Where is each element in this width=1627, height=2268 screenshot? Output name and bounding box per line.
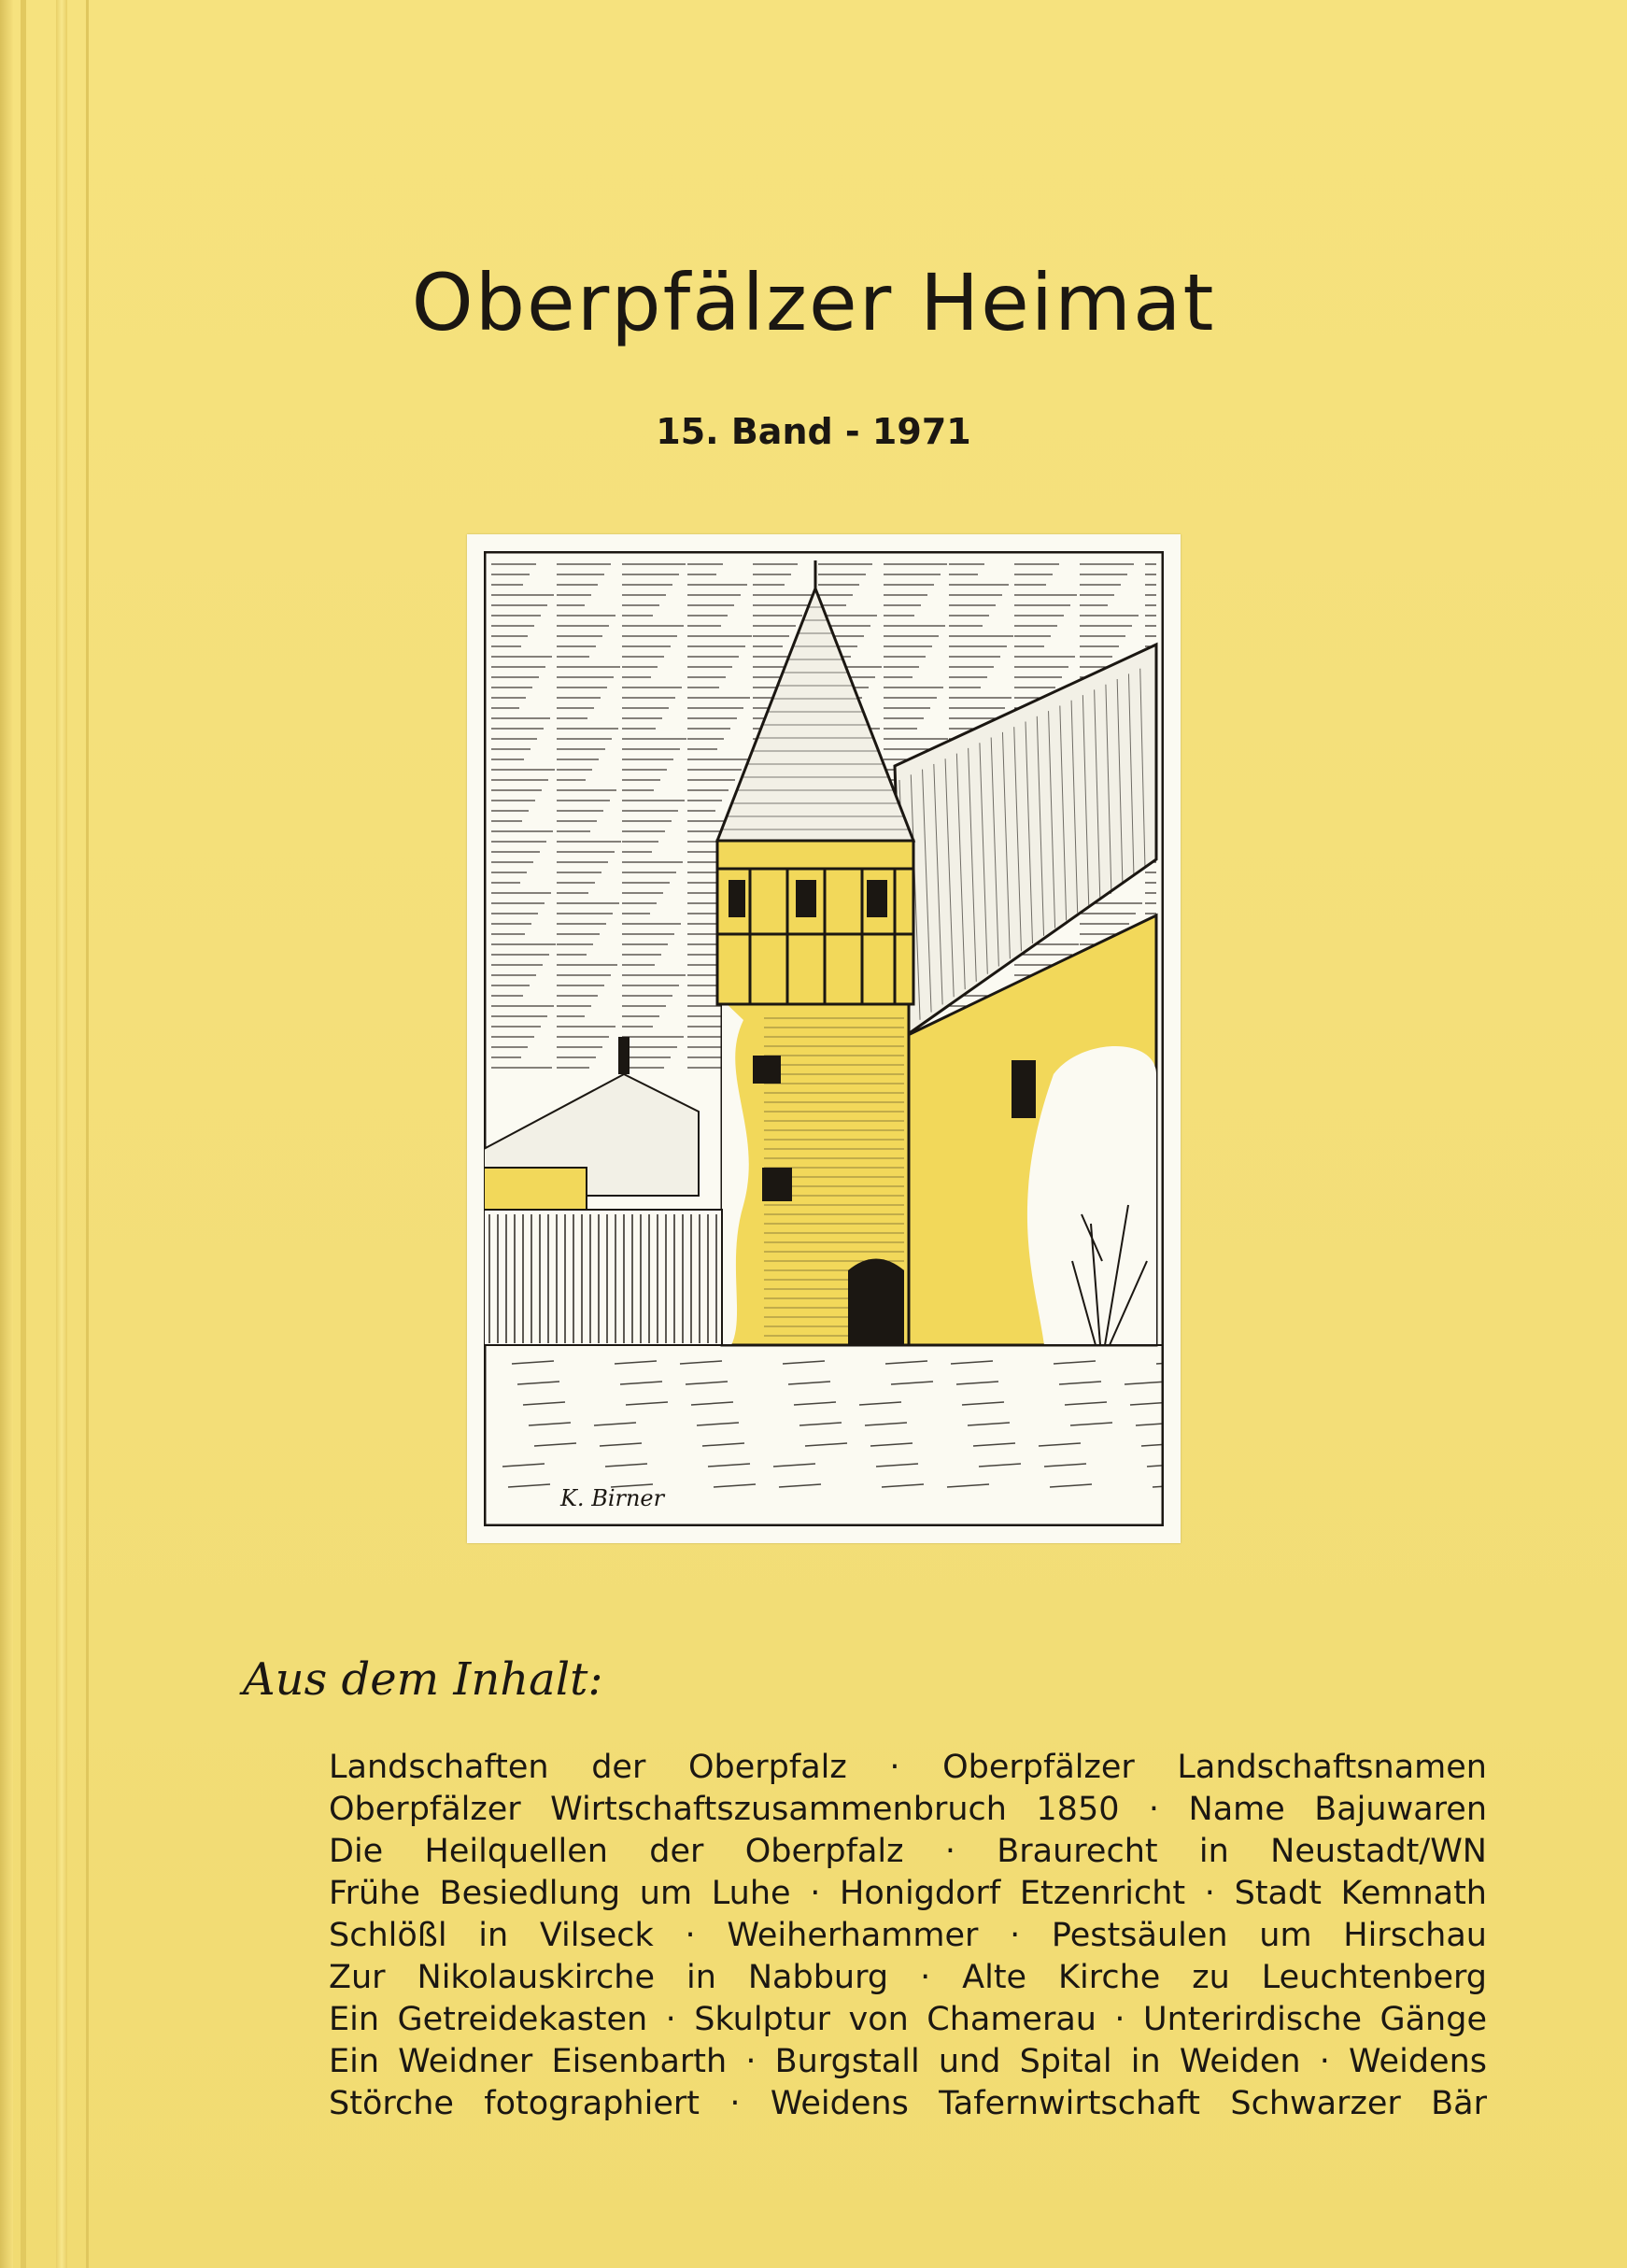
- tower-illustration: [484, 551, 1164, 1526]
- toc-line: Oberpfälzer Wirtschaftszusammenbruch 1850 · Name Bajuwaren: [329, 1791, 1487, 1828]
- toc-line: Schlößl in Vilseck · Weiherhammer · Pestsäulen um Hirschau: [329, 1917, 1487, 1954]
- toc-line: Frühe Besiedlung um Luhe · Honigdorf Etzenricht · Stadt Kemnath: [329, 1875, 1487, 1912]
- toc-list: [329, 1747, 1487, 2125]
- illustration-signature: K. Birner: [560, 1485, 665, 1511]
- toc-line: Ein Getreidekasten · Skulptur von Chamerau · Unterirdische Gänge: [329, 2001, 1487, 2038]
- toc-heading: Aus dem Inhalt:: [243, 1653, 603, 1706]
- toc-line: Die Heilquellen der Oberpfalz · Braurecht in Neustadt/WN: [329, 1833, 1487, 1870]
- toc-line: Landschaften der Oberpfalz · Oberpfälzer Landschaftsnamen: [329, 1749, 1487, 1786]
- cover-subtitle: 15. Band - 1971: [656, 411, 971, 452]
- cover-title: Oberpfälzer Heimat: [411, 257, 1216, 348]
- toc-line: Störche fotographiert · Weidens Tafernwirtschaft Schwarzer Bär: [329, 2085, 1487, 2122]
- illustration-plate: [467, 534, 1181, 1543]
- toc-line: Zur Nikolauskirche in Nabburg · Alte Kirche zu Leuchtenberg: [329, 1959, 1487, 1996]
- toc-line: Ein Weidner Eisenbarth · Burgstall und Spital in Weiden · Weidens: [329, 2043, 1487, 2080]
